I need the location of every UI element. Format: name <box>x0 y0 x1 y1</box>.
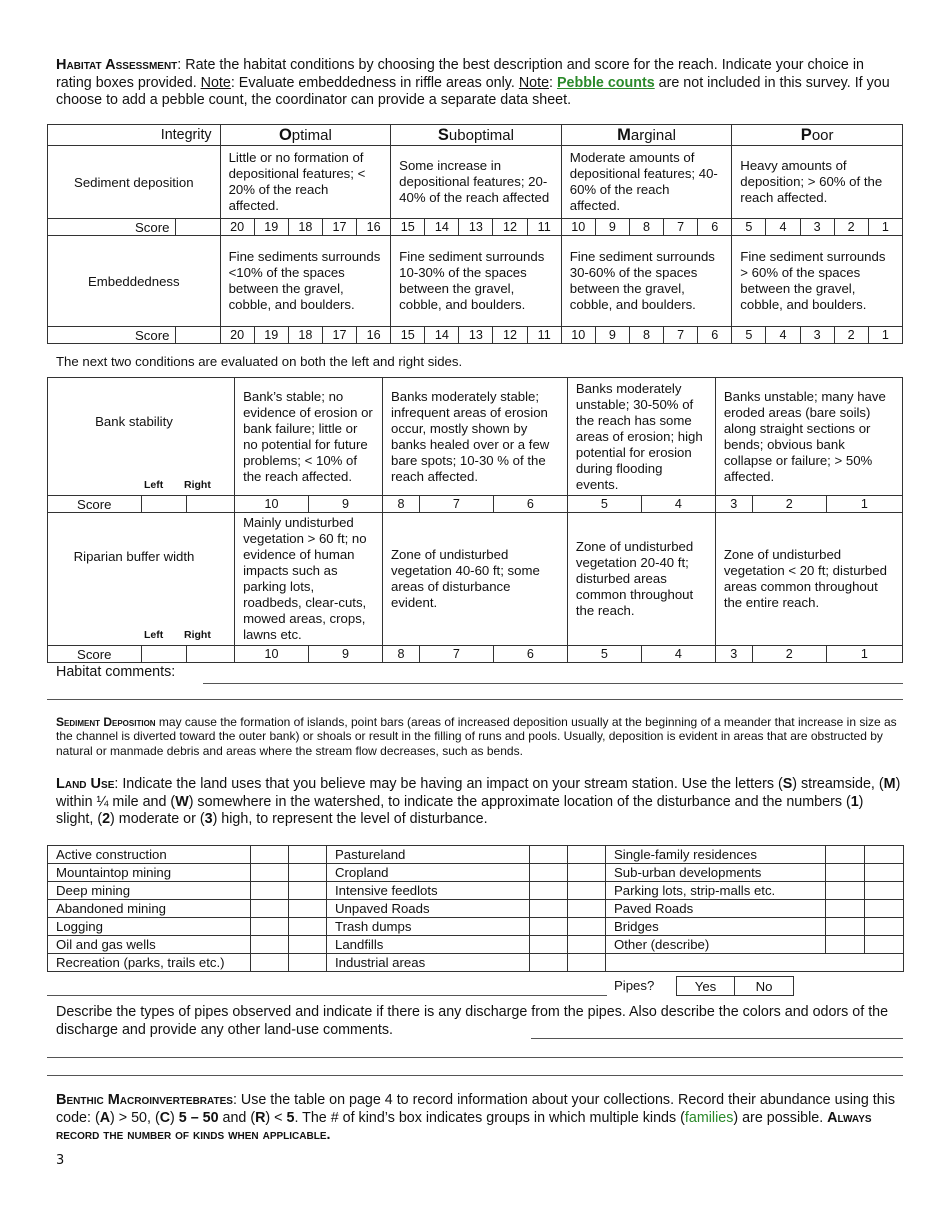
land-use-box[interactable] <box>568 846 606 864</box>
score-option[interactable]: 13 <box>459 219 493 236</box>
land-use-box[interactable] <box>865 936 904 954</box>
riparian-left-score-box[interactable] <box>141 646 187 663</box>
land-use-item: Mountaintop mining <box>48 864 251 882</box>
riparian-right-score-box[interactable] <box>187 646 235 663</box>
bank-desc-suboptimal: Banks moderately stable; infrequent areas of erosion occur, mostly shown by banks healed over or a few bare spots; 10-30 % of the reach affected. <box>382 378 567 496</box>
score-option[interactable]: 3 <box>715 646 752 663</box>
score-option[interactable]: 8 <box>629 219 663 236</box>
land-use-box[interactable] <box>251 918 289 936</box>
score-option[interactable]: 7 <box>664 327 698 344</box>
other-describe-field[interactable] <box>606 954 904 972</box>
sediment-desc-optimal: Little or no formation of depositional features; < 20% of the reach affected. <box>220 146 391 219</box>
score-option[interactable]: 15 <box>391 327 425 344</box>
category-suboptimal: Suboptimal <box>391 125 562 146</box>
riparian-desc-optimal: Mainly undisturbed vegetation > 60 ft; no evidence of human impacts such as parking lots, roadbeds, clear-cuts, mowed areas, crops, lawns etc. <box>235 513 383 646</box>
left-label: Left <box>144 479 164 491</box>
land-use-box[interactable] <box>826 882 865 900</box>
bank-stability-cell <box>48 378 235 496</box>
riparian-desc-marginal: Zone of undisturbed vegetation 20-40 ft; disturbed areas common throughout the reach. <box>567 513 715 646</box>
score-option[interactable]: 2 <box>834 219 868 236</box>
land-use-box[interactable] <box>865 918 904 936</box>
pipes-comment-line-2[interactable] <box>47 1057 903 1058</box>
land-use-box[interactable] <box>530 900 568 918</box>
score-option[interactable]: 7 <box>664 219 698 236</box>
land-use-item: Paved Roads <box>606 900 826 918</box>
land-use-box[interactable] <box>865 846 904 864</box>
score-option[interactable]: 13 <box>459 327 493 344</box>
land-use-item: Recreation (parks, trails etc.) <box>48 954 251 972</box>
bank-desc-poor: Banks unstable; many have eroded areas (bare soils) along straight sections or bends; obvious bank collapse or failure; > 50% affected. <box>715 378 902 496</box>
score-option[interactable]: 11 <box>527 327 561 344</box>
score-option[interactable]: 4 <box>766 327 800 344</box>
land-use-box[interactable] <box>289 918 327 936</box>
land-use-box[interactable] <box>568 936 606 954</box>
land-use-box[interactable] <box>568 864 606 882</box>
land-use-box[interactable] <box>530 954 568 972</box>
land-use-item: Logging <box>48 918 251 936</box>
land-use-item: Landfills <box>327 936 530 954</box>
score-option[interactable]: 4 <box>641 646 715 663</box>
land-use-box[interactable] <box>530 936 568 954</box>
land-use-box[interactable] <box>530 882 568 900</box>
bank-desc-marginal: Banks moderately unstable; 30-50% of the reach has some areas of erosion; high potential for erosion during flooding events. <box>567 378 715 496</box>
score-option[interactable]: 5 <box>732 219 766 236</box>
land-use-box[interactable] <box>289 936 327 954</box>
land-use-box[interactable] <box>530 846 568 864</box>
embedded-score-row <box>48 327 903 344</box>
land-use-box[interactable] <box>826 900 865 918</box>
land-use-box[interactable] <box>289 882 327 900</box>
land-use-box[interactable] <box>826 918 865 936</box>
land-use-box[interactable] <box>289 954 327 972</box>
land-use-item: Oil and gas wells <box>48 936 251 954</box>
land-use-box[interactable] <box>251 936 289 954</box>
score-option[interactable]: 12 <box>493 327 527 344</box>
sediment-deposition-paragraph: Sediment Deposition may cause the formation of islands, point bars (areas of increased deposition usually at the beginning of a meander that increase in size as the channel is diverted toward the outer bank) or shoals or result in the filling of runs and pools. Usually, deposition is evident in areas that are obstructed by natural or manmade debris and areas where the stream flow decreases, such as bends. <box>56 715 897 758</box>
bank-left-score-box[interactable] <box>141 496 187 513</box>
score-option[interactable]: 10 <box>235 496 309 513</box>
pebble-counts-link[interactable]: Pebble counts <box>556 74 655 91</box>
land-use-box[interactable] <box>826 936 865 954</box>
pipes-comment-line-3[interactable] <box>47 1075 903 1076</box>
score-option[interactable]: 3 <box>800 219 834 236</box>
score-option[interactable]: 17 <box>322 219 356 236</box>
habitat-comments-label: Habitat comments: <box>56 664 176 680</box>
land-use-item: Sub-urban developments <box>606 864 826 882</box>
score-option[interactable]: 4 <box>766 219 800 236</box>
score-option[interactable]: 19 <box>254 327 288 344</box>
land-use-item: Single-family residences <box>606 846 826 864</box>
score-option[interactable]: 5 <box>732 327 766 344</box>
land-use-box[interactable] <box>568 918 606 936</box>
bank-stability-label: Bank stability <box>95 414 173 429</box>
score-option[interactable]: 7 <box>419 496 493 513</box>
score-option[interactable]: 15 <box>391 219 425 236</box>
land-use-box[interactable] <box>251 882 289 900</box>
land-use-box[interactable] <box>568 882 606 900</box>
land-use-box[interactable] <box>865 882 904 900</box>
land-use-box[interactable] <box>826 864 865 882</box>
score-option[interactable]: 8 <box>629 327 663 344</box>
score-option[interactable]: 11 <box>527 219 561 236</box>
score-option[interactable]: 18 <box>288 219 322 236</box>
score-option[interactable]: 10 <box>235 646 309 663</box>
score-option[interactable]: 9 <box>309 496 383 513</box>
score-option[interactable]: 16 <box>357 327 391 344</box>
land-use-box[interactable] <box>568 954 606 972</box>
integrity-label: Integrity <box>48 125 221 146</box>
land-use-box[interactable] <box>251 900 289 918</box>
category-marginal: Marginal <box>561 125 732 146</box>
score-option[interactable]: 10 <box>561 327 595 344</box>
pipes-yes-option[interactable]: Yes <box>677 977 735 996</box>
land-use-item: Bridges <box>606 918 826 936</box>
embedded-score-box[interactable] <box>176 327 220 344</box>
score-option[interactable]: 8 <box>382 646 419 663</box>
land-use-box[interactable] <box>289 900 327 918</box>
land-use-item: Intensive feedlots <box>327 882 530 900</box>
score-option[interactable]: 2 <box>752 646 826 663</box>
land-use-item: Pastureland <box>327 846 530 864</box>
embedded-desc-optimal: Fine sediments surrounds <10% of the spaces between the gravel, cobble, and boulders. <box>220 236 391 327</box>
land-use-item: Cropland <box>327 864 530 882</box>
score-option[interactable]: 3 <box>800 327 834 344</box>
score-option[interactable]: 1 <box>826 496 902 513</box>
land-use-paragraph: Land Use: Indicate the land uses that you believe may be having an impact on your stream station. Use the letters (S) streamside, (M) within ¼ mile and (W) somewhere in the watershed, to indicate the approximate location of the disturbance and the numbers (1) slight, (2) moderate or (3) high, to represent the level of disturbance. <box>56 776 901 827</box>
next-two-note: The next two conditions are evaluated on both the left and right sides. <box>56 354 463 369</box>
land-use-box[interactable] <box>826 846 865 864</box>
pipes-label: Pipes? <box>614 978 655 993</box>
score-option[interactable]: 5 <box>567 496 641 513</box>
land-use-box[interactable] <box>865 900 904 918</box>
score-option[interactable]: 1 <box>868 219 902 236</box>
score-option[interactable]: 9 <box>309 646 383 663</box>
land-use-item: Active construction <box>48 846 251 864</box>
embedded-desc-marginal: Fine sediment surrounds 30-60% of the spaces between the gravel, cobble, and boulders. <box>561 236 732 327</box>
score-option[interactable]: 1 <box>826 646 902 663</box>
land-use-item: Deep mining <box>48 882 251 900</box>
habitat-title: Habitat Assessment <box>56 57 178 73</box>
bank-score-row <box>48 496 903 513</box>
score-option[interactable]: 10 <box>561 219 595 236</box>
pipes-paragraph: Describe the types of pipes observed and indicate if there is any discharge from the pipes. Also describe the colors and odors of the discharge and provide any other land-use comments. <box>56 1004 889 1038</box>
land-use-box[interactable] <box>251 864 289 882</box>
category-optimal: Optimal <box>220 125 391 146</box>
score-option[interactable]: 8 <box>382 496 419 513</box>
habitat-table-2 <box>47 377 903 663</box>
score-option[interactable]: 6 <box>698 327 732 344</box>
riparian-buffer-label: Riparian buffer width <box>73 549 195 564</box>
score-option[interactable]: 7 <box>419 646 493 663</box>
land-use-box[interactable] <box>865 864 904 882</box>
score-option[interactable]: 6 <box>493 646 567 663</box>
right-label: Right <box>184 479 211 491</box>
score-label: Score <box>48 327 176 344</box>
score-label: Score <box>48 646 142 663</box>
score-option[interactable]: 14 <box>425 219 459 236</box>
score-option[interactable]: 14 <box>425 327 459 344</box>
score-option[interactable]: 3 <box>715 496 752 513</box>
sediment-desc-marginal: Moderate amounts of depositional features; 40-60% of the reach affected. <box>561 146 732 219</box>
score-option[interactable]: 5 <box>567 646 641 663</box>
score-option[interactable]: 6 <box>493 496 567 513</box>
sediment-score-row <box>48 219 903 236</box>
score-option[interactable]: 17 <box>322 327 356 344</box>
score-option[interactable]: 6 <box>698 219 732 236</box>
score-option[interactable]: 1 <box>868 327 902 344</box>
riparian-desc-suboptimal: Zone of undisturbed vegetation 40-60 ft; some areas of disturbance evident. <box>382 513 567 646</box>
land-use-box[interactable] <box>530 864 568 882</box>
benthic-paragraph: Benthic Macroinvertebrates: Use the table on page 4 to record information about your collections. Record their abundance using this code: (A) > 50, (C) 5 – 50 and (R) < 5. The # of kind’s box indicates groups in which multiple kinds (families) are possible. Always record the number of kinds when applicable. <box>56 1092 895 1143</box>
score-option[interactable]: 20 <box>220 327 254 344</box>
sediment-score-box[interactable] <box>176 219 220 236</box>
habitat-comments-line-1[interactable] <box>203 683 903 684</box>
score-label: Score <box>48 219 176 236</box>
land-use-box[interactable] <box>289 846 327 864</box>
land-use-item: Unpaved Roads <box>327 900 530 918</box>
riparian-score-row <box>48 646 903 663</box>
sediment-deposition-label: Sediment deposition <box>48 146 221 219</box>
left-label: Left <box>144 629 164 641</box>
pipes-row-line <box>47 995 607 996</box>
score-option[interactable]: 16 <box>357 219 391 236</box>
score-label: Score <box>48 496 142 513</box>
habitat-comments-line-2[interactable] <box>47 699 903 700</box>
land-use-item: Parking lots, strip-malls etc. <box>606 882 826 900</box>
land-use-table <box>47 845 904 972</box>
score-option[interactable]: 9 <box>595 327 629 344</box>
sediment-desc-suboptimal: Some increase in depositional features; 20-40% of the reach affected <box>391 146 562 219</box>
pipes-no-option[interactable]: No <box>735 977 794 996</box>
habitat-table-1 <box>47 124 903 344</box>
families-text: families <box>684 1109 734 1126</box>
score-option[interactable]: 2 <box>834 327 868 344</box>
land-use-box[interactable] <box>251 846 289 864</box>
land-use-box[interactable] <box>289 864 327 882</box>
land-use-box[interactable] <box>530 918 568 936</box>
score-option[interactable]: 2 <box>752 496 826 513</box>
score-option[interactable]: 20 <box>220 219 254 236</box>
category-poor: Poor <box>732 125 903 146</box>
bank-right-score-box[interactable] <box>187 496 235 513</box>
land-use-item: Other (describe) <box>606 936 826 954</box>
land-use-item: Trash dumps <box>327 918 530 936</box>
embeddedness-label: Embeddedness <box>48 236 221 327</box>
riparian-desc-poor: Zone of undisturbed vegetation < 20 ft; disturbed areas common throughout the entire reach. <box>715 513 902 646</box>
embedded-desc-poor: Fine sediment surrounds > 60% of the spaces between the gravel, cobble, and boulders. <box>732 236 903 327</box>
riparian-cell <box>48 513 235 646</box>
score-option[interactable]: 4 <box>641 496 715 513</box>
bank-desc-optimal: Bank’s stable; no evidence of erosion or bank failure; little or no potential for future problems; < 10% of the reach affected. <box>235 378 383 496</box>
habitat-intro: Habitat Assessment: Rate the habitat conditions by choosing the best description and score for the reach. Indicate your choice in rating boxes provided. Note: Evaluate embeddedness in riffle areas only. Note: Pebble counts are not included in this survey. If you choose to add a pebble count, the coordinator can provide a separate data sheet. <box>56 57 890 108</box>
score-option[interactable]: 19 <box>254 219 288 236</box>
sediment-desc-poor: Heavy amounts of deposition; > 60% of the reach affected. <box>732 146 903 219</box>
land-use-box[interactable] <box>568 900 606 918</box>
land-use-item: Abandoned mining <box>48 900 251 918</box>
pipes-comment-line-1[interactable] <box>531 1038 903 1039</box>
score-option[interactable]: 18 <box>288 327 322 344</box>
land-use-item: Industrial areas <box>327 954 530 972</box>
page-number: 3 <box>56 1153 65 1168</box>
embedded-desc-suboptimal: Fine sediment surrounds 10-30% of the spaces between the gravel, cobble, and boulders. <box>391 236 562 327</box>
pipes-choices <box>676 976 794 996</box>
land-use-box[interactable] <box>251 954 289 972</box>
right-label: Right <box>184 629 211 641</box>
score-option[interactable]: 12 <box>493 219 527 236</box>
score-option[interactable]: 9 <box>595 219 629 236</box>
